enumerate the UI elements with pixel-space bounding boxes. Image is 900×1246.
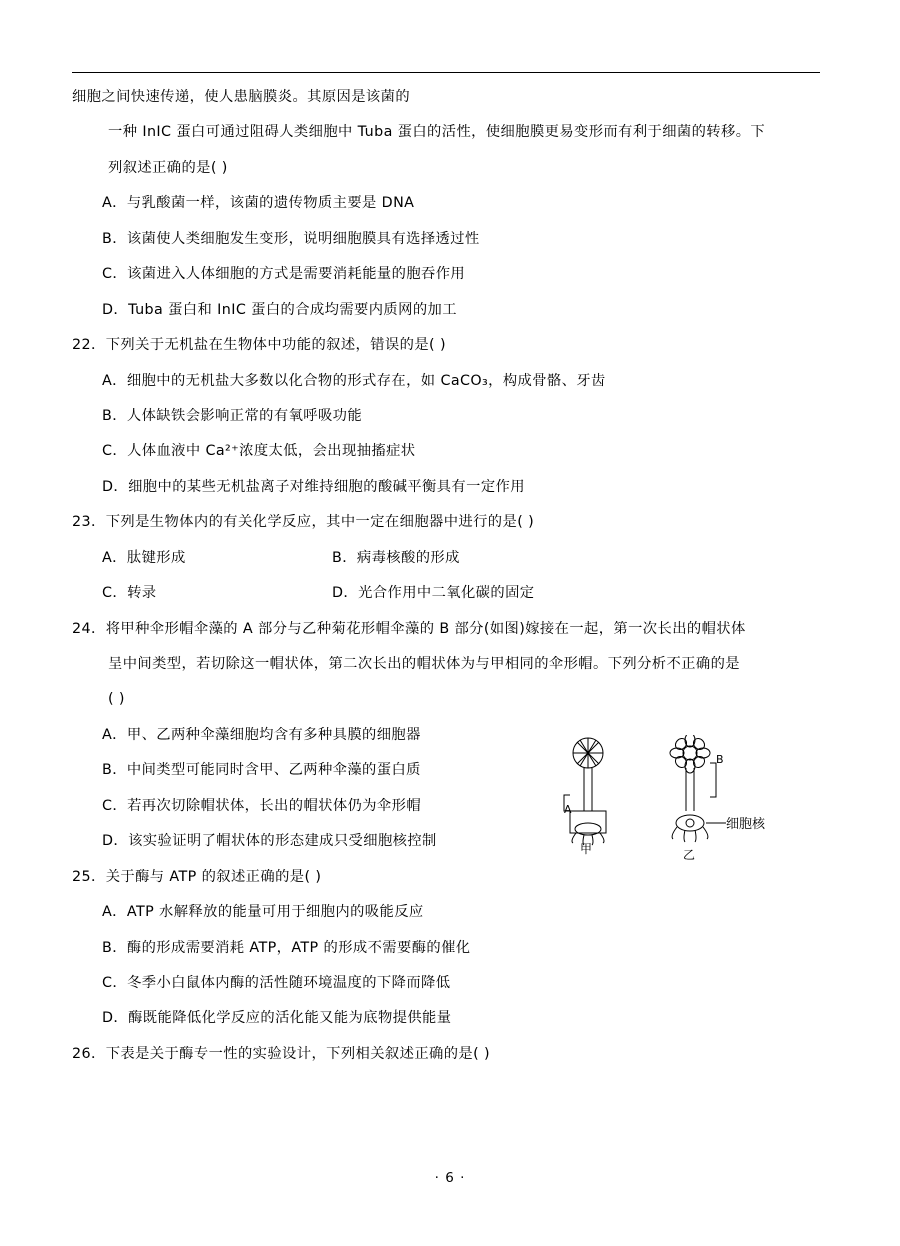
q23-stem: 23．下列是生物体内的有关化学反应，其中一定在细胞器中进行的是( ) [72, 514, 535, 531]
q25-option-d: D．酶既能降低化学反应的活化能又能为底物提供能量 [102, 1010, 452, 1027]
figure-label-jia: 甲 [580, 841, 593, 856]
umbrella-cap-left [573, 738, 603, 768]
q23-option-b: B．病毒核酸的形成 [332, 549, 460, 566]
acetabularia-graft-figure [540, 735, 790, 865]
carryover-line: 细胞之间快速传递，使人患脑膜炎。其原因是该菌的 [72, 89, 411, 105]
page-number: · 6 · [434, 1170, 466, 1186]
figure-label-a: A [564, 802, 572, 816]
page-content [72, 72, 820, 1079]
q24-option-a: A．甲、乙两种伞藻细胞均含有多种具膜的细胞器 [102, 726, 421, 743]
q23-options-row-2 [72, 583, 820, 604]
flower-cap-right [670, 735, 710, 773]
header-rule [72, 72, 820, 73]
acetabularia-diagram-svg [540, 735, 790, 865]
q22-option-d: D．细胞中的某些无机盐离子对维持细胞的酸碱平衡具有一定作用 [102, 478, 525, 495]
q25-option-a: A．ATP 水解释放的能量可用于细胞内的吸能反应 [102, 904, 424, 921]
figure-label-b: B [716, 752, 724, 766]
q22-stem: 22．下列关于无机盐在生物体中功能的叙述，错误的是( ) [72, 337, 446, 354]
q21-option-c: C．该菌进入人体细胞的方式是需要消耗能量的胞吞作用 [102, 266, 466, 283]
q23-option-d: D．光合作用中二氧化碳的固定 [332, 585, 535, 602]
q24-option-c: C．若再次切除帽状体，长出的帽状体仍为伞形帽 [102, 797, 422, 814]
q23-option-c: C．转录 [102, 585, 157, 602]
q24-stem-line-2: 呈中间类型，若切除这一帽状体，第二次长出的帽状体为与甲相同的伞形帽。下列分析不正确的是 [108, 656, 740, 672]
q25-option-c: C．冬季小白鼠体内酶的活性随环境温度的下降而降低 [102, 974, 451, 991]
q25-option-b: B．酶的形成需要消耗 ATP，ATP 的形成不需要酶的催化 [102, 939, 471, 956]
q21-option-a: A．与乳酸菌一样，该菌的遗传物质主要是 DNA [102, 195, 415, 212]
figure-label-nucleus: 细胞核 [726, 816, 766, 832]
q24-stem-line-3: ( ) [108, 691, 125, 708]
q23-options-row-1 [72, 548, 820, 569]
q24-option-b: B．中间类型可能同时含甲、乙两种伞藻的蛋白质 [102, 762, 421, 779]
q21-stem-line-1: 一种 InIC 蛋白可通过阻碍人类细胞中 Tuba 蛋白的活性，使细胞膜更易变形而有利于细菌的转移。下 [108, 124, 766, 141]
figure-label-yi: 乙 [683, 847, 696, 862]
q23-option-a: A．肽键形成 [102, 549, 186, 566]
q24-options-and-figure [72, 725, 820, 862]
q22-option-c: C．人体血液中 Ca²⁺浓度太低，会出现抽搐症状 [102, 443, 416, 460]
q21-option-b: B．该菌使人类细胞发生变形，说明细胞膜具有选择透过性 [102, 230, 480, 247]
q24-option-d: D．该实验证明了帽状体的形态建成只受细胞核控制 [102, 833, 437, 850]
q22-option-a: A．细胞中的无机盐大多数以化合物的形式存在，如 CaCO₃，构成骨骼、牙齿 [102, 372, 606, 389]
q22-option-b: B．人体缺铁会影响正常的有氧呼吸功能 [102, 407, 363, 424]
q25-stem: 25．关于酶与 ATP 的叙述正确的是( ) [72, 868, 322, 885]
q21-option-d: D．Tuba 蛋白和 InIC 蛋白的合成均需要内质网的加工 [102, 301, 457, 318]
q26-stem: 26．下表是关于酶专一性的实验设计，下列相关叙述正确的是( ) [72, 1045, 491, 1062]
q24-options [72, 725, 542, 853]
q24-stem-line-1: 24．将甲种伞形帽伞藻的 A 部分与乙种菊花形帽伞藻的 B 部分(如图)嫁接在一起，第一次长出的帽状体 [72, 620, 746, 637]
q21-stem-line-2: 列叙述正确的是( ) [108, 159, 228, 176]
